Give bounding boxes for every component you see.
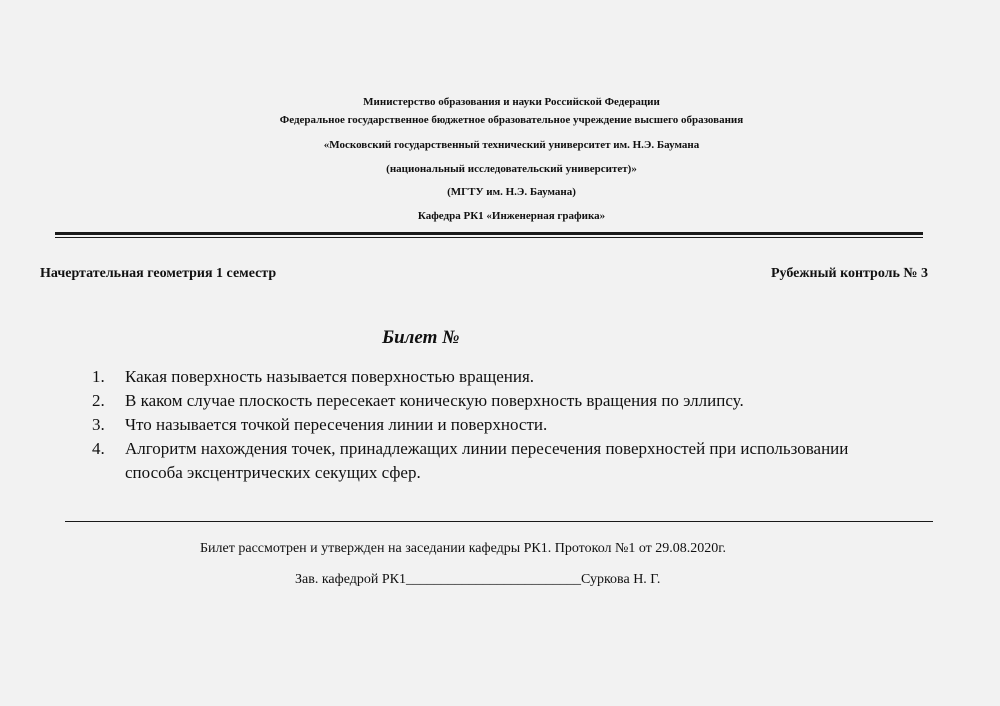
signature-line: Зав. кафедрой РК1_________________________Суркова Н. Г. xyxy=(295,572,661,587)
department-line: Кафедра РК1 «Инженерная графика» xyxy=(417,210,606,222)
control-title: Рубежный контроль № 3 xyxy=(770,266,928,281)
abbreviation-line: (МГТУ им. Н.Э. Баумана) xyxy=(447,186,576,198)
question-item xyxy=(92,389,892,413)
question-item xyxy=(92,365,892,389)
question-text: В каком случае плоскость пересекает коническую поверхность вращения по эллипсу. xyxy=(125,391,744,410)
question-number: 3. xyxy=(92,415,105,434)
footer-divider xyxy=(65,521,933,522)
ministry-line: Министерство образования и науки Российской Федерации xyxy=(363,96,660,108)
question-number: 4. xyxy=(92,439,105,458)
question-text: Алгоритм нахождения точек, принадлежащих линии пересечения поверхностей при использовании способа эксцентрических секущих сфер. xyxy=(125,439,849,482)
question-number: 2. xyxy=(92,391,105,410)
question-list xyxy=(92,365,892,485)
university-status-line: (национальный исследовательский университет)» xyxy=(386,163,637,175)
header-divider-thin xyxy=(55,237,923,238)
approval-note: Билет рассмотрен и утвержден на заседании кафедры РК1. Протокол №1 от 29.08.2020г. xyxy=(200,541,726,556)
header-divider-thick xyxy=(55,232,923,235)
ticket-title: Билет № xyxy=(382,327,460,348)
course-title: Начертательная геометрия 1 семестр xyxy=(40,266,277,281)
university-line: «Московский государственный технический университет им. Н.Э. Баумана xyxy=(323,139,700,151)
question-item xyxy=(92,413,892,437)
question-item xyxy=(92,437,892,485)
institution-type-line: Федеральное государственное бюджетное образовательное учреждение высшего образования xyxy=(279,114,744,126)
question-number: 1. xyxy=(92,367,105,386)
question-text: Что называется точкой пересечения линии и поверхности. xyxy=(125,415,548,434)
question-text: Какая поверхность называется поверхностью вращения. xyxy=(125,367,535,386)
